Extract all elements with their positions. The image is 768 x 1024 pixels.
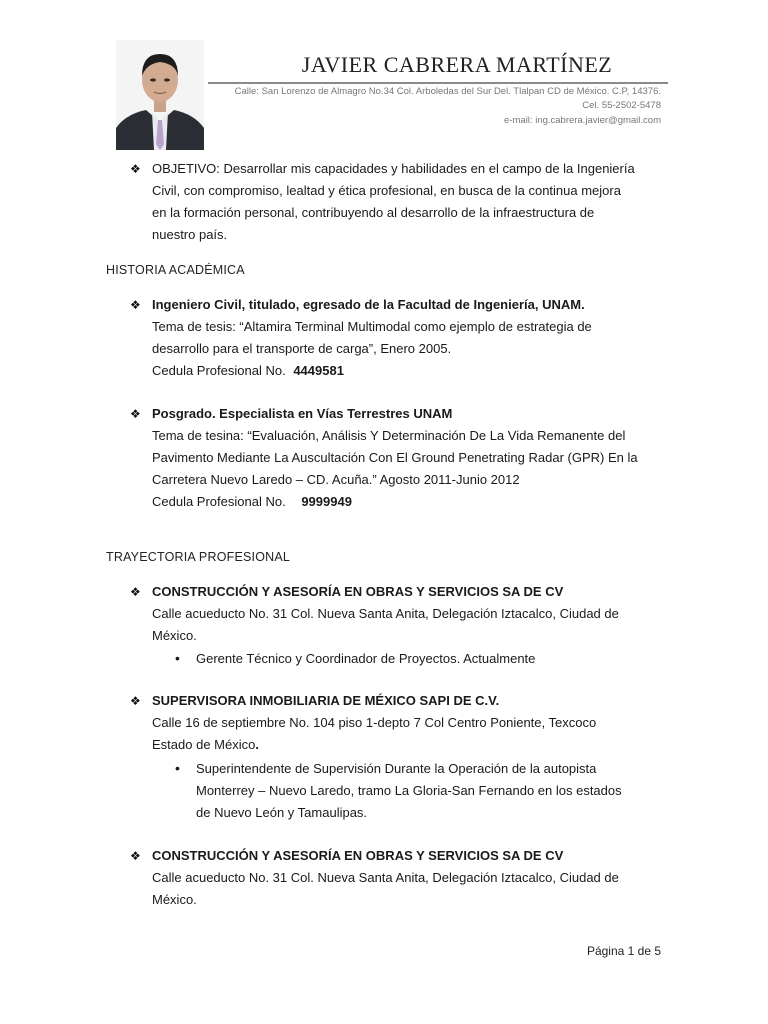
page-number: Página 1 de 5 [586,944,661,958]
postgrad-title: Posgrado. Especialista en Vías Terrestres UNAM [152,406,453,421]
company-address-2 [152,734,660,756]
profile-photo [116,40,204,150]
objective-text-1: Desarrollar mis capacidades y habilidades en el campo de la Ingeniería [223,161,635,176]
company-name: SUPERVISORA INMOBILIARIA DE MÉXICO SAPI DE C.V. [152,693,500,708]
thesis-line-2: desarrollo para el transporte de carga”, Enero 2005. [152,341,452,356]
role-line-1: Superintendente de Supervisión Durante la Operación de la autopista [196,761,597,776]
cedula-line [152,360,660,382]
cedula-number: 9999949 [301,494,352,509]
objective-line-4: nuestro país. [152,227,228,242]
diamond-bullet-icon: ❖ [130,694,141,708]
contact-email: e-mail: ing.cabrera.javier@gmail.com [504,115,661,126]
diamond-bullet-icon: ❖ [130,849,141,863]
dot-bullet-icon: • [175,650,180,666]
objective-line-2: Civil, con compromiso, lealtad y ética profesional, en busca de la continua mejora [152,183,621,198]
cedula-line [152,491,660,513]
dot-bullet-icon: • [175,760,180,776]
cedula-number: 4449581 [293,363,344,378]
section-heading-academic: HISTORIA ACADÉMICA [106,263,245,277]
diamond-bullet-icon: ❖ [130,407,141,421]
company-name: CONSTRUCCIÓN Y ASESORÍA EN OBRAS Y SERVICIOS SA DE CV [152,848,564,863]
header-divider [208,82,668,84]
company-address-period: . [255,737,259,752]
objective-label: OBJETIVO: [152,161,220,176]
diamond-bullet-icon: ❖ [130,585,141,599]
company-address-1: Calle 16 de septiembre No. 104 piso 1-depto 7 Col Centro Poniente, Texcoco [152,715,597,730]
tesina-line-1: Tema de tesina: “Evaluación, Análisis Y Determinación De La Vida Remanente del [152,428,626,443]
tesina-line-2: Pavimento Mediante La Auscultación Con El Ground Penetrating Radar (GPR) En la [152,450,638,465]
degree-title: Ingeniero Civil, titulado, egresado de la Facultad de Ingeniería, UNAM. [152,297,585,312]
objective-line-3: en la formación personal, contribuyendo al desarrollo de la infraestructura de [152,205,595,220]
company-address-1: Calle acueducto No. 31 Col. Nueva Santa Anita, Delegación Iztacalco, Ciudad de [152,606,619,621]
candidate-name: JAVIER CABRERA MARTÍNEZ [301,52,613,77]
role-line: Gerente Técnico y Coordinador de Proyectos. Actualmente [196,651,536,666]
contact-phone: Cel. 55-2502-5478 [582,100,661,111]
cedula-label: Cedula Profesional No. [152,494,286,509]
thesis-line-1: Tema de tesis: “Altamira Terminal Multimodal como ejemplo de estrategia de [152,319,592,334]
company-address-2: México. [152,628,197,643]
company-address-text: Estado de México [152,737,256,752]
contact-address: Calle: San Lorenzo de Almagro No.34 Col. Arboledas del Sur Del. Tlalpan CD de México. C.P, 14376. [234,86,661,97]
tesina-line-3: Carretera Nuevo Laredo – CD. Acuña.” Agosto 2011-Junio 2012 [152,472,520,487]
section-heading-professional: TRAYECTORIA PROFESIONAL [106,550,291,564]
diamond-bullet-icon: ❖ [130,162,141,176]
company-address-2: México. [152,892,197,907]
objective-line-1 [152,158,660,180]
role-line-3: de Nuevo León y Tamaulipas. [196,805,368,820]
company-name: CONSTRUCCIÓN Y ASESORÍA EN OBRAS Y SERVICIOS SA DE CV [152,584,564,599]
portrait-image-icon [116,40,204,150]
role-line-2: Monterrey – Nuevo Laredo, tramo La Gloria-San Fernando en los estados [196,783,622,798]
company-address-1: Calle acueducto No. 31 Col. Nueva Santa Anita, Delegación Iztacalco, Ciudad de [152,870,619,885]
diamond-bullet-icon: ❖ [130,298,141,312]
cedula-label: Cedula Profesional No. [152,363,286,378]
